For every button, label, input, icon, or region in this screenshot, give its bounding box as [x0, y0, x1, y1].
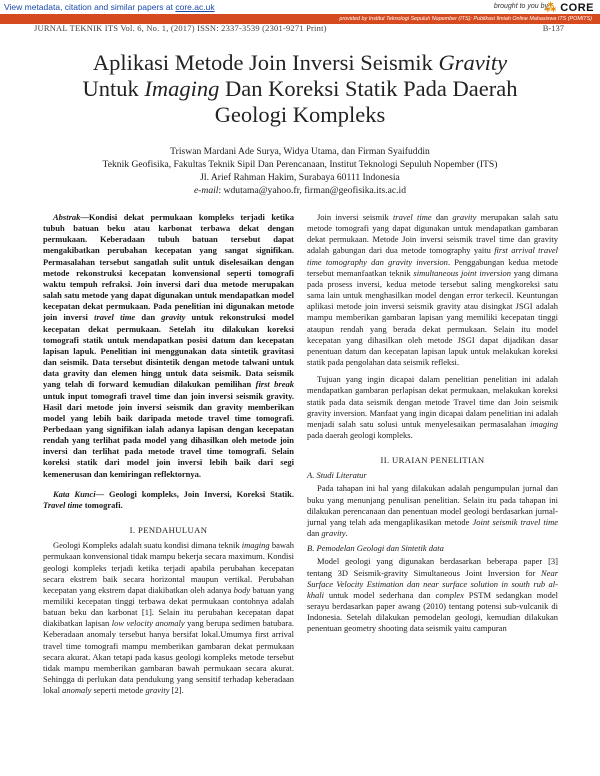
abstract-text: untuk input tomografi travel time dan join inversi seismik gravity. Hasil dari metode join inversi seismik dan gravity memberikan model yang lebih baik daripada metode travel time tomografi. Perbedaan yang signifikan ialah adanya lapisan dengan kecepatan rendah yang terlihat pada model yang dihasilkan oleh metode join inversi dan terlihat pada metode travel time tomografi. Selain koreksi statik dari model join inversi lebih baik dari segi kemenerusan dan kemiringan reflektornya. [43, 390, 294, 479]
title-text-4: Geologi Kompleks [214, 102, 386, 127]
right-column [307, 212, 558, 634]
core-logo[interactable] [545, 1, 594, 14]
text-run: pada daerah geologi kompleks. [307, 429, 413, 440]
italic-run: complex [435, 589, 464, 600]
section-heading-pendahuluan: I. PENDAHULUAN [129, 525, 208, 536]
abstract-text: —Kondisi dekat permukaan kompleks terjadi ketika tubuh batuan beku atau karbonat terbawa dekat dengan permukaan. Keberadaan tubuh batuan tersebut dapat mengakibatkan perubahan kecepatan yang sangat signifikan. Permasalahan tersebut sangatlah sulit untuk diselesaikan dengan metode rekonstruksi kecepatan konvensional seperti tomografi waktu tempuh refraksi. Join inversi dari dua metode merupakan salah satu metode yang dapat digunakan untuk mendapatkan model kecepatan dekat permukaan. Pada penelitian ini digunakan metode join inversi [43, 212, 294, 323]
author-block [40, 145, 560, 197]
keywords-italic: Travel time [43, 499, 83, 510]
keywords-lead: Kata Kunci [53, 488, 96, 499]
author-address: Jl. Arief Rahman Hakim, Surabaya 60111 Indonesia [200, 172, 400, 183]
metadata-link-text: View metadata, citation and similar papers at [4, 2, 176, 12]
abstract-italic: first break [255, 379, 295, 390]
title-text-2: Untuk [82, 76, 145, 101]
text-run: Pada tahapan ini hal yang dilakukan adalah pengumpulan jurnal dan buku yang menunjang penulisan penelitian. Selain itu pada tahapan ini dilakukan perencanaan dan penentuan model geologi berdasarkan jurnal-jurnal yang telah ada mengaplikasikan metode [307, 483, 558, 527]
title-italic-imaging: Imaging [144, 76, 220, 101]
keywords [43, 489, 294, 511]
text-run: Model geologi yang digunakan berdasarkan beberapa paper [3] tentang 3D Seismik-gravity Simultaneous Joint Inversion for [307, 556, 558, 578]
running-head: JURNAL TEKNIK ITS Vol. 6, No. 1, (2017) ISSN: 2337-3539 (2301-9271 Print) [34, 23, 327, 33]
text-run: dan [307, 528, 322, 539]
italic-run: Joint seismik travel time [472, 516, 558, 527]
intro-paragraph [43, 540, 294, 696]
italic-run: first arrival travel time tomography dan gravity inversion [307, 245, 559, 267]
provided-by-bar[interactable]: provided by Institut Teknologi Sepuluh Nopember (ITS): Publikasi Ilmiah Online Mahasiswa ITS (POMITS) [0, 14, 600, 24]
italic-run: imaging [241, 540, 270, 551]
subheading-pemodelan: B. Pemodelan Geologi dan Sintetik data [307, 543, 444, 554]
core-banner [0, 0, 600, 24]
italic-run: travel time [392, 212, 432, 222]
intro-paragraph-join [307, 212, 558, 368]
italic-run: simultaneous joint inversion [413, 267, 511, 278]
intro-paragraph-tujuan [307, 374, 558, 441]
core-logo-icon: ⁂ [545, 2, 557, 14]
title-italic-gravity: Gravity [438, 50, 508, 75]
italic-run: Near Surface Velocity Estimation dan near surface solution in south rub al-khali [307, 567, 558, 600]
text-run: Join inversi seismik [317, 212, 393, 222]
subheading-studi-literatur: A. Studi Literatur [307, 470, 367, 481]
text-run: untuk model sederhana dan [324, 589, 436, 600]
abstract-text: dan [135, 312, 162, 323]
abstract-text: untuk rekonstruksi model kecepatan dekat permukaan. Setelah itu dilakukan koreksi tomografi statik untuk mendapatkan posisi datum dan kecepatan lapisan lapuk. Penelitian ini menggunakan data sintetik gravitasi dan seismik. Data tersebut disintetik dengan metode talwani untuk data gravity dan elemen hingg untuk data seismik. Data seismik yang telah di forward kemudian dilakukan pemilihan [43, 312, 294, 390]
author-names: Triswan Mardani Ade Surya, Widya Utama, dan Firman Syaifuddin [170, 146, 430, 157]
italic-run: body [233, 584, 251, 595]
text-run: PSTM sedangkan model serayu berdasarkan paper awang (2010) tentang potensi sub-vulcanik di Indonesia. Setelah dilakukan pemodelan geologi, kemudian dilakukan penentuan geometry shooting data seismik yaitu campuran [307, 589, 559, 634]
paper-title [40, 50, 560, 128]
text-run: yang dimana pada prosess inversi, kedua metode tersebut saling mengkoreksi satu sama lain untuk menghasilkan model dengan error terkecil. Keuntungan aplikasi metode join inversi seismik gravity atau disingkat JSGI adalah mampu memberikan gambaran lapisan yang memiliki kecepatan tinggi ataupun rendah yang berada dekat permukaan. Selain itu model kecepatan yang dihasilkan oleh metode JSGI dapat dijadikan dasar penentuan datum dan kecepatan lapisan lapuk untuk melakukan koreksi statik pada pengolahan data seismik refleksi. [307, 267, 558, 368]
keywords-tail: tomografi. [82, 499, 123, 510]
studi-literatur-paragraph [307, 483, 558, 539]
text-run: Geologi Kompleks adalah suatu kondisi dimana teknik [53, 540, 242, 551]
brought-by-text: brought to you by [493, 3, 548, 10]
author-affiliation: Teknik Geofisika, Fakultas Teknik Sipil Dan Perencanaan, Institut Teknologi Sepuluh Nopember (ITS) [102, 159, 498, 170]
text-run: batuan yang memiliki kecepatan tinggi terbawa dekat permukaan contohnya adalah batuan beku dan karbonat [1]. Selain itu perubahan kecepatan dapat diakibatkan lapisan [43, 584, 294, 629]
author-email [40, 184, 560, 197]
text-run: bawah permukaan konvensional tidak mampu bekerja secara maximum. Kondisi geologi kompleks terjadi ketika terjadi apabila perubahan kecepatan secara ekstrem baik secara horizontal maupun vertikal. Perubahan kecepatan yang ekstrem dapat diakibatkan oleh adanya [43, 540, 295, 595]
italic-run: imaging [530, 418, 558, 429]
italic-run: low velocity anomaly [111, 618, 185, 629]
abstract [43, 212, 294, 480]
left-column [43, 212, 294, 696]
text-run: Tujuan yang ingin dicapai dalam penelitian penelitian ini adalah mendapatkan gambaran perlapisan dekat permukaan, melakukan koreksi statik pada data seismik dengan metode Travel time dan Join seismik gravity inversion. Manfaat yang ingin dicapai dalam penelitian ini adalah menjadi salah satu solusi untuk menyelesaikan permasalahan [307, 374, 558, 429]
text-run: dan [431, 212, 453, 222]
italic-run: anomaly [62, 685, 92, 696]
title-text-3: Dan Koreksi Statik Pada Daerah [219, 76, 518, 101]
italic-run: gravity [145, 685, 170, 696]
text-run: . Penggabungan kedua metode tersebut memanfaatkan teknik [307, 256, 558, 278]
email-label: e-mail [193, 185, 219, 196]
metadata-link[interactable] [4, 2, 215, 12]
text-run: [2]. [169, 685, 184, 696]
pemodelan-paragraph [307, 556, 558, 634]
abstract-italic: gravity [161, 312, 186, 323]
email-value: : wdutama@yahoo.fr, firman@geofisika.its.ac.id [218, 185, 407, 196]
core-logo-text: CORE [560, 2, 594, 14]
text-run: merupakan salah satu metode tomografi yang dapat digunakan untuk mendapatkan gambaran dekat permukaan. Metode Join inversi seismik travel time dan gravity adalah gabungan dari dua metode tomography yaitu [307, 212, 558, 256]
text-run: seperti metode [91, 685, 146, 696]
text-run: yang berupa sedimen batubara. Keberadaan anomaly tersebut hanya bersifat lokal.Umumya first arrival travel time tomografi mampu memberikan gambaran dekat permukaan secara akurat. Akan tetapi pada kasus geologi kompleks metode tersebut tidak mampu memberikan gambaran bawah permukaan secara akurat. Sehingga di perlukan data pendukung yang sensitif terhadap keberadaan lokal [43, 618, 295, 696]
core-link[interactable]: core.ac.uk [175, 2, 215, 12]
italic-run: gravity [452, 212, 477, 222]
abstract-lead: Abstrak [53, 212, 81, 222]
title-text-1: Aplikasi Metode Join Inversi Seismik [92, 50, 439, 75]
italic-run: gravity [321, 528, 346, 539]
text-run: . [345, 528, 348, 539]
keywords-text: — Geologi kompleks, Join Inversi, Koreksi Statik. [95, 488, 294, 499]
section-heading-uraian: II. URAIAN PENELITIAN [380, 455, 485, 466]
abstract-italic: travel time [94, 312, 136, 323]
page-number: B-137 [542, 23, 564, 33]
